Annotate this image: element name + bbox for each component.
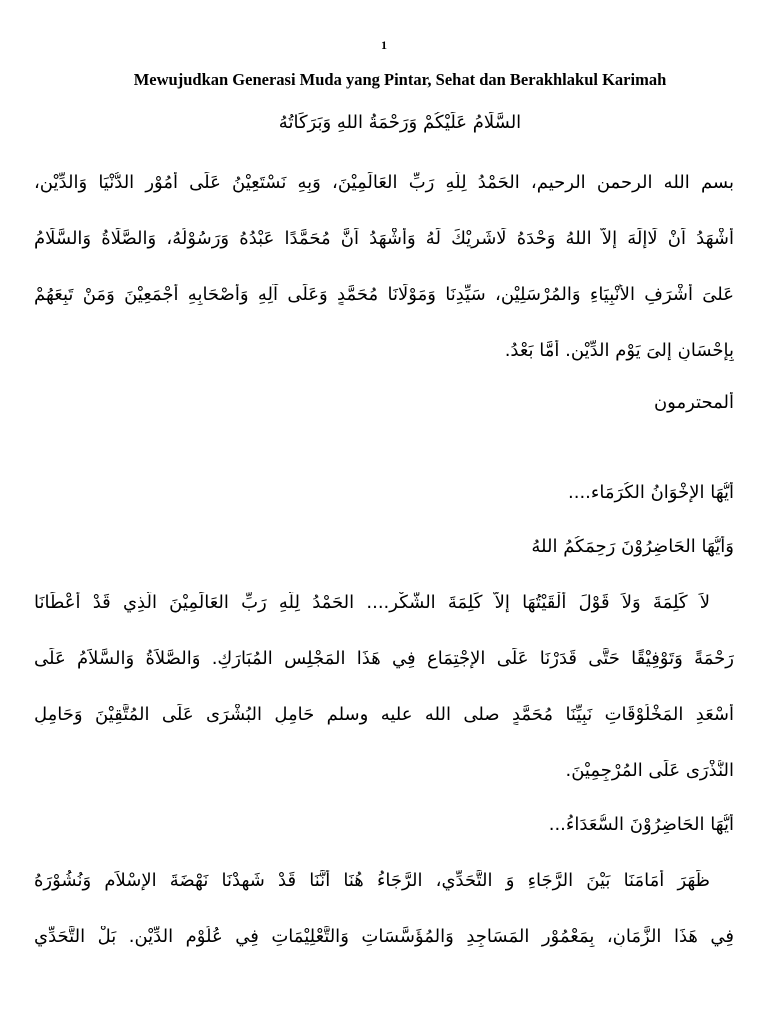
hadirun-address: وَأَيُّهَا الحَاضِرُوْنَ رَحِمَكُمُ اللهُ [531, 536, 734, 557]
paragraph-1-line-3: أَسْعَدِ المَخْلُوْقَاتِ نَبِيِّنَا مُحَمَّدٍ صلى الله عليه وسلم حَامِلِ البُشْرَى عَلَى المُتَّقِيْنَ وَحَامِلِ [34, 704, 734, 725]
page-number: 1 [381, 38, 387, 52]
opening-line-3: عَلىَ أَشْرَفِ الأَنْبِيَاءِ وَالمُرْسَلِيْن، سَيِّدِنَا وَمَوْلَانَا مُحَمَّدٍ وَعَلَى آلِهِ وَأَصْحَابِهِ أَجْمَعِيْنَ وَمَنْ تَبِعَهُمْ [34, 284, 734, 305]
opening-line-4: بِإِحْسَانٍ إِلىَ يَوْمِ الدِّيْنِ. أَمَّا بَعْدُ. [504, 340, 734, 361]
muhtaramun-heading: أَلمحترمون [653, 392, 734, 413]
paragraph-1-line-4: النُّذْرَى عَلَى المُرْجِمِيْنَ. [565, 760, 734, 781]
paragraph-2-line-2: فِي هَذَا الزَّمَانِ، بِمَعْمُوْرِ المَسَاجِدِ وَالمُؤَسَّسَاتِ وَالتَّعْلِيْمَاتِ فِي عُلُوْمِ الدِّيْنِ. بَلْ التَّحَدِّي [34, 926, 734, 947]
opening-line-2: أَشْهَدُ اَنْ لَاإِلَهَ إِلاَّ اللهُ وَحْدَهُ لَاشَرِيْكَ لَهُ وَأَشْهَدُ اَنَّ مُحَمَّدًا عَبْدُهُ وَرَسُوْلُهُ، وَالصَّلَاةُ وَالسَّلَامُ [34, 228, 734, 249]
paragraph-2-line-1: ظَهَرَ أَمَامَنَا بَيْنَ الرَّجَاءِ وَ التَّحَدِّي، الرَّجَاءُ هُنَا أَنَّنَا قَدْ شَهِدْنَا نَهْضَةَ الإِسْلاَمِ وَنُشُوْرَهُ [34, 870, 710, 891]
opening-line-1: بسم الله الرحمن الرحيم، الحَمْدُ لِلَّهِ رَبِّ العَالَمِيْنَ، وَبِهِ نَسْتَعِيْنُ عَلَى أُمُوْرِ الدُّنْيَا وَالدِّيْنِ، [34, 172, 734, 193]
paragraph-1-line-2: رَحْمَةً وَتَوْفِيْقًا حَتَّى قَدَرْنَا عَلَى الإِجْتِمَاعِ فِي هَذَا المَجْلِسِ المُبَارَكِ. وَالصَّلاَةُ وَالسَّلاَمُ عَلَى [34, 648, 734, 669]
ikhwan-address: أَيُّهَا الإِخْوَانُ الكُرَمَاء.... [568, 482, 734, 503]
suada-address: أَيُّهَا الحَاضِرُوْنَ السُّعَدَاءُ... [548, 814, 734, 835]
paragraph-1-line-1: لاَ كَلِمَةَ وَلاَ قَوْلَ أَلْقَيْتُهَا إِلاَّ كَلِمَةَ الشُّكْرِ.... الحَمْدُ لِلَّهِ رَبِّ العَالَمِيْنَ الَّذِي قَدْ أَعْطَانَا [34, 592, 710, 613]
document-title: Mewujudkan Generasi Muda yang Pintar, Sehat dan Berakhlakul Karimah [133, 70, 667, 89]
salam-greeting: السَّلَامُ عَلَيْكُمْ وَرَحْمَةُ اللهِ وَبَرَكَاتُهُ [278, 112, 522, 133]
